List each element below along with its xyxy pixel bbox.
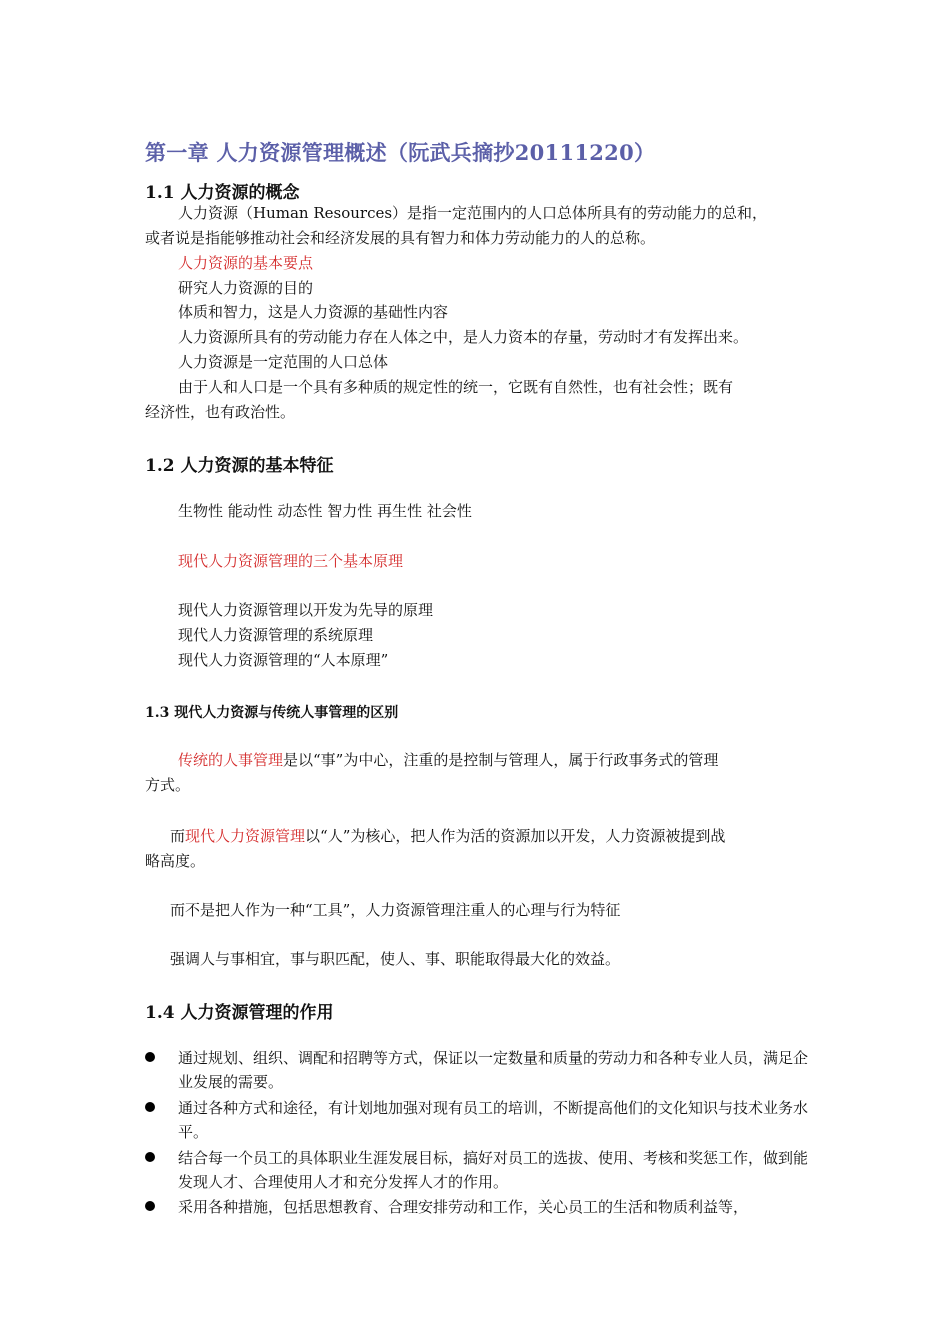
key-point-5-line-2: 经济性，也有政治性。 (145, 403, 296, 421)
key-point-5-line-1: 由于人和人口是一个具有多种质的规定性的统一，它既有自然性，也有社会性；既有 (178, 378, 734, 396)
modern-term: 现代人力资源管理 (185, 827, 306, 845)
list-item: 结合每一个员工的具体职业生涯发展目标，搞好对员工的选拔、使用、考核和奖惩工作，做到能发现人才、合理使用人才和充分发挥人才的作用。 (178, 1149, 809, 1191)
bullet-icon (145, 1052, 155, 1062)
traditional-line-2: 方式。 (145, 776, 191, 794)
bullet-icon (145, 1201, 155, 1211)
principle-2: 现代人力资源管理的系统原理 (178, 626, 374, 644)
principles-title: 现代人力资源管理的三个基本原理 (178, 552, 404, 570)
traditional-line-1 (178, 748, 718, 772)
definition-line-1: 人力资源（Human Resources）是指一定范围内的人口总体所具有的劳动能力的总和， (178, 204, 768, 222)
bullet-icon (145, 1102, 155, 1112)
key-points-title: 人力资源的基本要点 (178, 254, 314, 272)
principle-1: 现代人力资源管理以开发为先导的原理 (178, 601, 434, 619)
key-point-4: 人力资源是一定范围的人口总体 (178, 353, 389, 371)
bullet-icon (145, 1152, 155, 1162)
modern-line-2: 略高度。 (145, 852, 206, 870)
section-1-2-heading: 1.2 人力资源的基本特征 (145, 456, 334, 476)
principle-3: 现代人力资源管理的“人本原理” (178, 651, 389, 669)
modern-description: 以“人”为核心，把人作为活的资源加以开发，人力资源被提到战 (305, 827, 726, 845)
section-1-3-heading: 1.3 现代人力资源与传统人事管理的区别 (145, 705, 399, 721)
traditional-description: 是以“事”为中心，注重的是控制与管理人，属于行政事务式的管理 (283, 751, 719, 769)
definition-line-2: 或者说是指能够推动社会和经济发展的具有智力和体力劳动能力的人的总称。 (145, 229, 656, 247)
key-point-2: 体质和智力，这是人力资源的基础性内容 (178, 303, 449, 321)
section-1-4-heading: 1.4 人力资源管理的作用 (145, 1003, 334, 1023)
list-item: 通过各种方式和途径，有计划地加强对现有员工的培训，不断提高他们的文化知识与技术业务水平。 (178, 1099, 809, 1141)
traits-list: 生物性 能动性 动态性 智力性 再生性 社会性 (178, 502, 472, 520)
modern-prefix: 而 (170, 827, 186, 845)
section-1-1-heading: 1.1 人力资源的概念 (145, 183, 300, 203)
list-item: 通过规划、组织、调配和招聘等方式，保证以一定数量和质量的劳动力和各种专业人员，满足企业发展的需要。 (178, 1049, 809, 1091)
chapter-title: 第一章 人力资源管理概述（阮武兵摘抄20111220） (145, 140, 656, 165)
list-item: 采用各种措施，包括思想教育、合理安排劳动和工作，关心员工的生活和物质利益等， (178, 1198, 749, 1216)
key-point-3: 人力资源所具有的劳动能力存在人体之中，是人力资本的存量，劳动时才有发挥出来。 (178, 328, 749, 346)
tool-statement: 而不是把人作为一种“工具”，人力资源管理注重人的心理与行为特征 (170, 901, 621, 919)
key-point-1: 研究人力资源的目的 (178, 279, 314, 297)
modern-line-1 (170, 824, 725, 848)
traditional-term: 传统的人事管理 (178, 751, 284, 769)
match-statement: 强调人与事相宜，事与职匹配，使人、事、职能取得最大化的效益。 (170, 950, 621, 968)
